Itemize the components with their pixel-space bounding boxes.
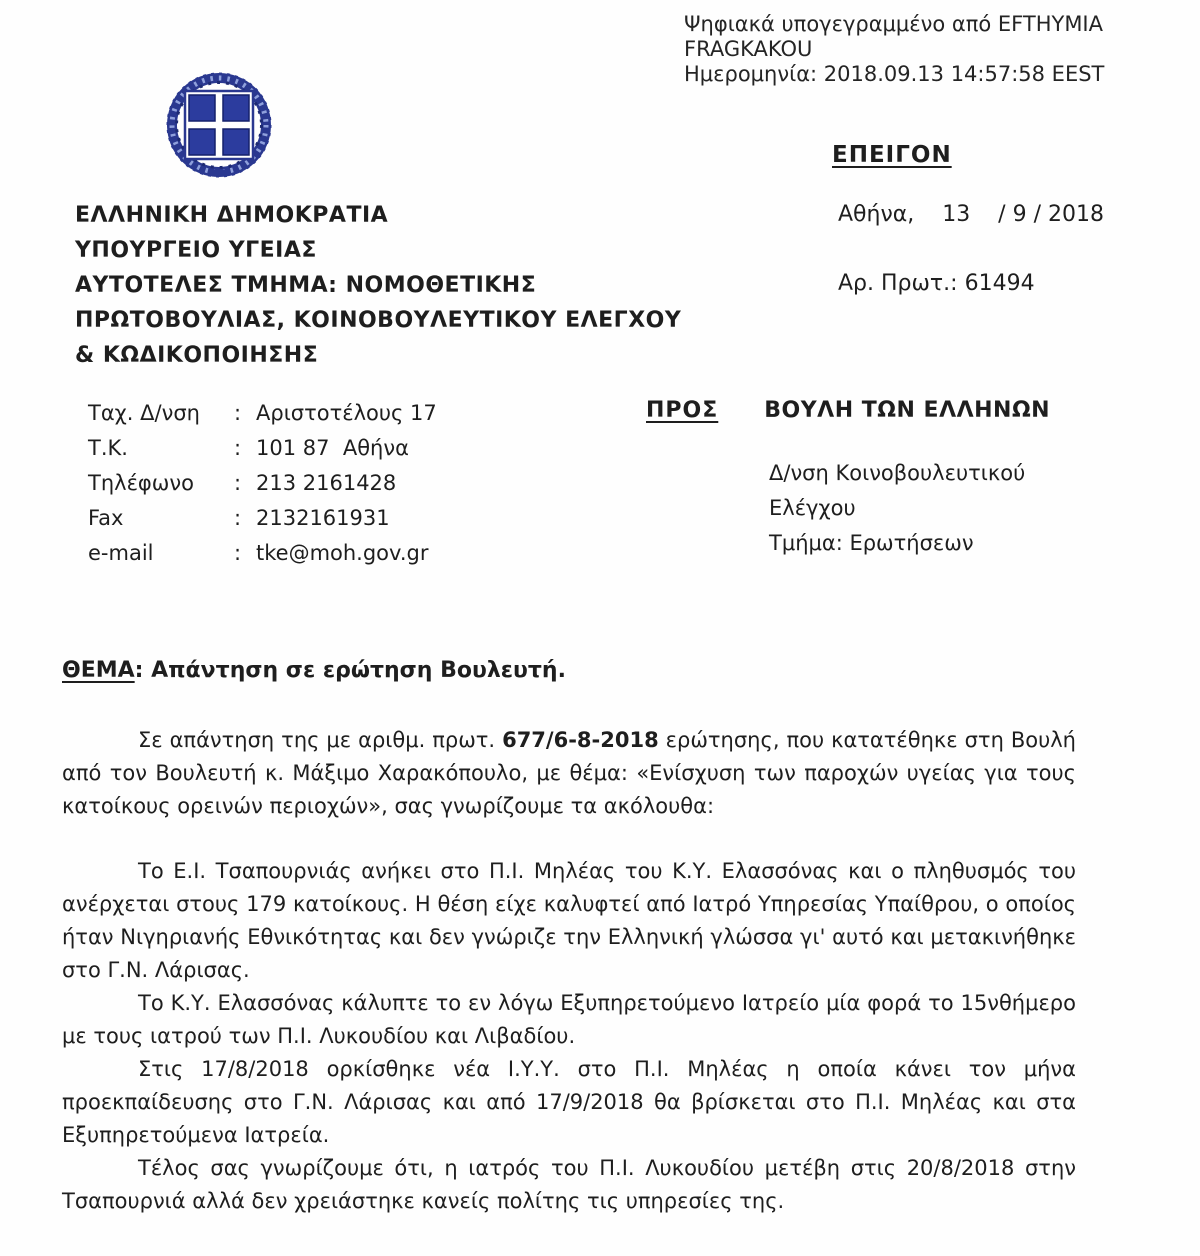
recipient-dept-line: Ελέγχου <box>769 496 856 520</box>
pros-label: ΠΡΟΣ <box>646 398 719 423</box>
contact-value: Αριστοτέλους 17 <box>256 401 437 425</box>
body-bold-segment: 677/6-8-2018 <box>502 728 659 752</box>
recipient-dept-line: Τμήμα: Ερωτήσεων <box>769 531 974 555</box>
signature-line: FRAGKAKOU <box>684 37 813 61</box>
letter-body <box>62 724 1076 1218</box>
contact-label: Ταχ. Δ/νση <box>88 401 200 425</box>
contact-row <box>88 396 437 431</box>
body-paragraph <box>62 724 1076 823</box>
city-date: Αθήνα, 13 / 9 / 2018 <box>838 202 1104 227</box>
subject-label: ΘΕΜΑ <box>62 658 135 683</box>
issuer-line: ΕΛΛΗΝΙΚΗ ΔΗΜΟΚΡΑΤΙΑ <box>75 203 389 228</box>
body-segment: ερώτησης, που κατατέθηκε στη Βουλή από τον Βουλευτή κ. Μάξιμο Χαρακόπουλο, με θέμα: «Ενίσχυση των παροχών υγείας για τους κατοίκους ορεινών περιοχών», σας γνωρίζουμε τα ακόλουθα: <box>62 728 1076 818</box>
contact-row <box>88 501 437 536</box>
contact-details-block <box>88 396 437 571</box>
recipient-department <box>769 456 1050 561</box>
digital-signature-block <box>684 12 1104 87</box>
contact-value: tke@moh.gov.gr <box>256 541 429 565</box>
contact-separator: : <box>234 541 242 565</box>
body-paragraph <box>62 1053 1076 1152</box>
body-segment: Τέλος σας γνωρίζουμε ότι, η ιατρός του Π.Ι. Λυκουδίου μετέβη στις 20/8/2018 στην Τσαπουρνιά αλλά δεν χρειάστηκε κανείς πολίτης τις υπηρεσίες της. <box>62 1156 1076 1213</box>
body-segment: Το Ε.Ι. Τσαπουρνιάς ανήκει στο Π.Ι. Μηλέας του Κ.Υ. Ελασσόνας και ο πληθυσμός του ανέρχεται στους 179 κατοίκους. Η θέση είχε καλυφτεί από Ιατρό Υπηρεσίας Υπαίθρου, ο οποίος ήταν Νιγηριανής Εθνικότητας και δεν γνώριζε την Ελληνική γλώσσα γι' αυτό και μετακινήθηκε στο Γ.Ν. Λάρισας. <box>62 859 1076 982</box>
signature-line: Ψηφιακά υπογεγραμμένο από EFTHYMIA <box>684 12 1103 36</box>
issuer-line: ΥΠΟΥΡΓΕΙΟ ΥΓΕΙΑΣ <box>75 238 317 263</box>
contact-label: Fax <box>88 506 124 530</box>
contact-row <box>88 536 437 571</box>
greek-state-emblem-icon <box>163 68 275 186</box>
issuing-authority-block <box>75 198 681 373</box>
contact-row <box>88 431 437 466</box>
body-paragraph <box>62 987 1076 1053</box>
greek-state-emblem-logo <box>163 68 275 186</box>
body-segment: Το Κ.Υ. Ελασσόνας κάλυπτε το εν λόγω Εξυπηρετούμενο Ιατρείο μία φορά το 15νθήμερο με τους ιατρού των Π.Ι. Λυκουδίου και Λιβαδίου. <box>62 991 1076 1048</box>
recipient-name: ΒΟΥΛΗ ΤΩΝ ΕΛΛΗΝΩΝ <box>764 398 1051 423</box>
body-segment: Σε απάντηση της με αριθμ. πρωτ. <box>138 728 503 752</box>
body-paragraph <box>62 855 1076 987</box>
recipient-dept-line: Δ/νση Κοινοβουλευτικού <box>769 461 1026 485</box>
protocol-number: Αρ. Πρωτ.: 61494 <box>838 271 1035 296</box>
contact-separator: : <box>234 471 242 495</box>
contact-value: 2132161931 <box>256 506 390 530</box>
contact-row <box>88 466 437 501</box>
contact-label: e-mail <box>88 541 154 565</box>
urgent-label: ΕΠΕΙΓΟΝ <box>832 142 952 168</box>
subject-text: Απάντηση σε ερώτηση Βουλευτή. <box>151 658 566 683</box>
recipient-head <box>646 398 1050 423</box>
contact-separator: : <box>234 436 242 460</box>
signature-line: Ημερομηνία: 2018.09.13 14:57:58 EEST <box>684 62 1105 86</box>
subject-separator: : <box>134 658 152 683</box>
subject-line <box>62 658 566 683</box>
cross-shield <box>185 91 253 159</box>
issuer-line: ΑΥΤΟΤΕΛΕΣ ΤΜΗΜΑ: ΝΟΜΟΘΕΤΙΚΗΣ <box>75 273 537 298</box>
contact-separator: : <box>234 506 242 530</box>
contact-separator: : <box>234 401 242 425</box>
contact-label: Τηλέφωνο <box>88 471 194 495</box>
issuer-line: ΠΡΩΤΟΒΟΥΛΙΑΣ, ΚΟΙΝΟΒΟΥΛΕΥΤΙΚΟΥ ΕΛΕΓΧΟΥ <box>75 308 682 333</box>
contact-label: Τ.Κ. <box>88 436 128 460</box>
contact-value: 213 2161428 <box>256 471 397 495</box>
recipient-block <box>646 398 1050 561</box>
contact-value: 101 87 Αθήνα <box>256 436 409 460</box>
body-segment: Στις 17/8/2018 ορκίσθηκε νέα Ι.Υ.Υ. στο Π.Ι. Μηλέας η οποία κάνει τον μήνα προεκπαίδευσης στο Γ.Ν. Λάρισας και από 17/9/2018 θα βρίσκεται στο Π.Ι. Μηλέας και στα Εξυπηρετούμενα Ιατρεία. <box>62 1057 1076 1147</box>
issuer-line: & ΚΩΔΙΚΟΠΟΙΗΣΗΣ <box>75 343 319 368</box>
body-paragraph <box>62 1152 1076 1218</box>
